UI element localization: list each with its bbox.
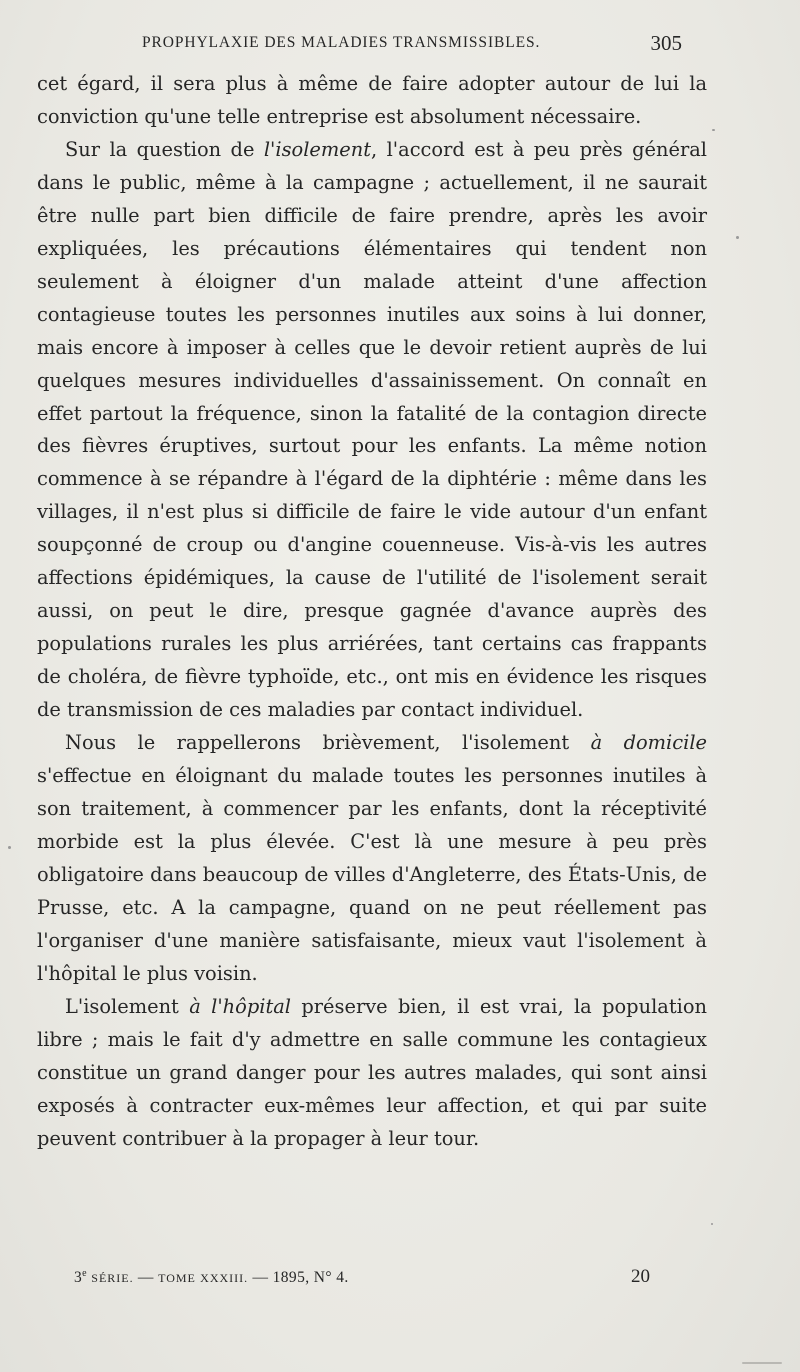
signature-mark: 20 <box>631 1266 650 1287</box>
tome-number: XXXIII. <box>200 1271 249 1286</box>
paper-speck <box>712 129 715 131</box>
page-number: 305 <box>650 31 682 55</box>
text-run: Nous le rappellerons brièvement, l'isolement <box>65 731 591 755</box>
text-run: Sur la question de <box>65 137 264 161</box>
paragraph <box>37 727 707 991</box>
paragraph <box>37 134 707 727</box>
series-line <box>74 1268 349 1287</box>
tome-word: TOME <box>158 1271 196 1286</box>
text-run: préserve bien, il est vrai, la population libre ; mais le fait d'y admettre en salle commune les contagieux constitue un grand danger pour les autres malades, qui sont ainsi exposés à contracter eux-mêmes leur affection, et qui par suite peuvent contribuer à la propager à leur tour. <box>37 994 707 1150</box>
text-run: L'isolement <box>65 994 190 1018</box>
italic-phrase: à domicile <box>590 731 708 755</box>
separator-1: — <box>137 1269 154 1287</box>
series-superscript: e <box>82 1268 87 1279</box>
series-word: SÉRIE. <box>91 1271 134 1286</box>
italic-phrase: l'isolement <box>263 137 372 161</box>
text-run: , l'accord est à peu près général dans le public, même à la campagne ; actuellement, il ne saurait être nulle part bien difficile de faire prendre, après les avoir expliquées, les précautions élémentaires qui tendent non seulement à éloigner d'un malade atteint d'une affection contagieuse toutes les personnes inutiles aux soins à lui donner, mais encore à imposer à celles que le devoir retient auprès de lui quelques mesures individuelles d'assainissement. On connaît en effet partout la fréquence, sinon la fatalité de la contagion directe des fièvres éruptives, surtout pour les enfants. La même notion commence à se répandre à l'égard de la diphtérie : même dans les villages, il n'est plus si difficile de faire le vide autour d'un enfant soupçonné de croup ou d'angine couenneuse. Vis-à-vis les autres affections épidémiques, la cause de l'utilité de l'isolement serait aussi, on peut le dire, presque gagnée d'avance auprès des populations rurales les plus arriérées, tant certains cas frappants de choléra, de fièvre typhoïde, etc., ont mis en évidence les risques de transmission de ces maladies par contact individuel. <box>37 137 707 722</box>
year-issue: 1895, N° 4. <box>272 1269 349 1287</box>
running-title: PROPHYLAXIE DES MALADIES TRANSMISSIBLES. <box>142 34 541 51</box>
paper-speck <box>742 1362 782 1364</box>
paragraph <box>37 991 707 1156</box>
running-header <box>142 31 682 58</box>
series-number: 3 <box>74 1269 83 1287</box>
body-text <box>37 68 707 1155</box>
paper-speck <box>736 236 739 239</box>
text-run: s'effectue en éloignant du malade toutes les personnes inutiles à son traitement, à commencer par les enfants, dont la réceptivité morbide est la plus élevée. C'est là une mesure à peu près obligatoire dans beaucoup de villes d'Angleterre, des États-Unis, de Prusse, etc. A la campagne, quand on ne peut réellement pas l'organiser d'une manière satisfaisante, mieux vaut l'isolement à l'hôpital le plus voisin. <box>37 764 707 985</box>
text-run: cet égard, il sera plus à même de faire adopter autour de lui la conviction qu'une telle entreprise est absolument nécessaire. <box>37 72 707 128</box>
paper-speck <box>711 1223 713 1225</box>
paragraph <box>37 68 707 134</box>
printer-footer <box>74 1266 650 1290</box>
separator-2: — <box>252 1269 269 1287</box>
paper-speck <box>8 846 11 849</box>
italic-phrase: à l'hôpital <box>189 994 292 1018</box>
